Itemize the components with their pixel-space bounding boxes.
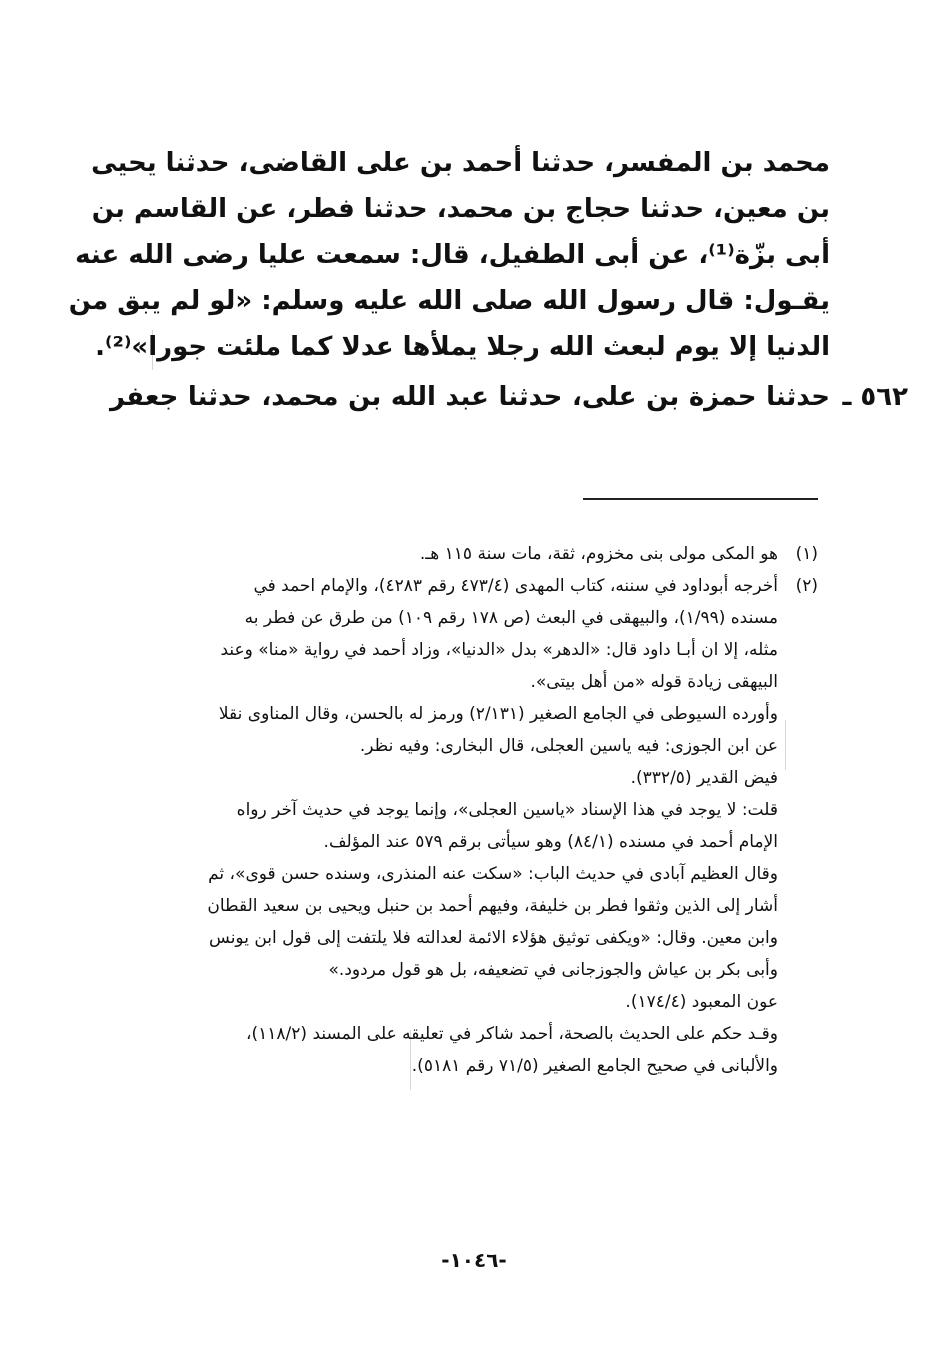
hadith-line: الدنيا إلا يوم لبعث الله رجلا يملأها عدلا كما ملئت جورا»⁽²⁾. — [95, 332, 830, 362]
footnote-text: مثله، إلا ان أبـا داود قال: «الدهر» بدل «الدنيا»، وزاد أحمد في رواية «منا» وعند — [220, 640, 778, 660]
footnote-paragraph: وقال العظيم آبادى في حديث الباب: «سكت عنه المنذرى، وسنده حسن قوى»، ثم — [208, 864, 778, 884]
footnote-paragraph: الإمام أحمد في مسنده (٨٤/١) وهو سيأتى برقم ٥٧٩ عند المؤلف. — [323, 832, 778, 852]
hadith-line: محمد بن المفسر، حدثنا أحمد بن على القاضى، حدثنا يحيى — [91, 148, 830, 178]
footnote-paragraph: أشار إلى الذين وثقوا فطر بن خليفة، وفيهم أحمد بن حنبل ويحيى بن سعيد القطان — [207, 896, 778, 916]
footnote-text: هو المكى مولى بنى مخزوم، ثقة، مات سنة ١١٥ هـ. — [419, 544, 778, 564]
hadith-line: بن معين، حدثنا حجاج بن محمد، حدثنا فطر، عن القاسم بن — [91, 194, 830, 224]
hadith-body — [68, 140, 830, 370]
footnote-text: مسنده (١/٩٩)، والبيهقى في البعث (ص ١٧٨ رقم ١٠٩) من طرق عن فطر به — [244, 608, 778, 628]
footnote-reference: فيض القدير (٣٣٢/٥). — [630, 768, 778, 788]
footnote-paragraph: وقـد حكم على الحديث بالصحة، أحمد شاكر في تعليقه على المسند (١١٨/٢)، — [246, 1024, 778, 1044]
footnote-paragraph: والألبانى في صحيح الجامع الصغير (٧١/٥ رقم ٥١٨١). — [411, 1056, 778, 1076]
footnote-marker: (١) — [795, 544, 818, 564]
footnote-1 — [108, 538, 818, 570]
hadith-number: ٥٦٢ ـ — [842, 382, 908, 412]
footnote-paragraph: وأبى بكر بن عياش والجوزجانى في تضعيفه، بل هو قول مردود.» — [328, 960, 778, 980]
footnote-text: البيهقى زيادة قوله «من أهل بيتى». — [530, 672, 778, 692]
footnotes-section — [108, 538, 818, 1082]
footnote-paragraph: قلت: لا يوجد في هذا الإسناد «ياسين العجلى»، وإنما يوجد في حديث آخر رواه — [236, 800, 778, 820]
hadith-line: أبى بزّة⁽¹⁾، عن أبى الطفيل، قال: سمعت عليا رضى الله عنه — [75, 240, 830, 270]
footnote-paragraph: عن ابن الجوزى: فيه ياسين العجلى، قال البخارى: وفيه نظر. — [359, 736, 778, 756]
page-number: -١٠٤٦- — [441, 1248, 507, 1272]
next-hadith-text: حدثنا حمزة بن على، حدثنا عبد الله بن محمد، حدثنا جعفر — [110, 382, 830, 412]
footnote-marker: (٢) — [795, 576, 818, 596]
footnote-paragraph: وابن معين. وقال: «ويكفى توثيق هؤلاء الائمة لعدالته فلا يلتفت إلى قول ابن يونس — [209, 928, 778, 948]
footnote-text: أخرجه أبوداود في سننه، كتاب المهدى (٤٧٣/٤ رقم ٤٢٨٣)، والإمام احمد في — [253, 576, 778, 596]
footnote-reference: عون المعبود (١٧٤/٤). — [625, 992, 778, 1012]
footnote-paragraph: وأورده السيوطى في الجامع الصغير (٢/١٣١) ورمز له بالحسن، وقال المناوى نقلا — [218, 704, 778, 724]
next-hadith — [110, 374, 908, 420]
footnote-separator — [583, 498, 818, 500]
hadith-line: يقـول: قال رسول الله صلى الله عليه وسلم: «لو لم يبق من — [68, 286, 830, 316]
footnote-2 — [108, 570, 818, 698]
